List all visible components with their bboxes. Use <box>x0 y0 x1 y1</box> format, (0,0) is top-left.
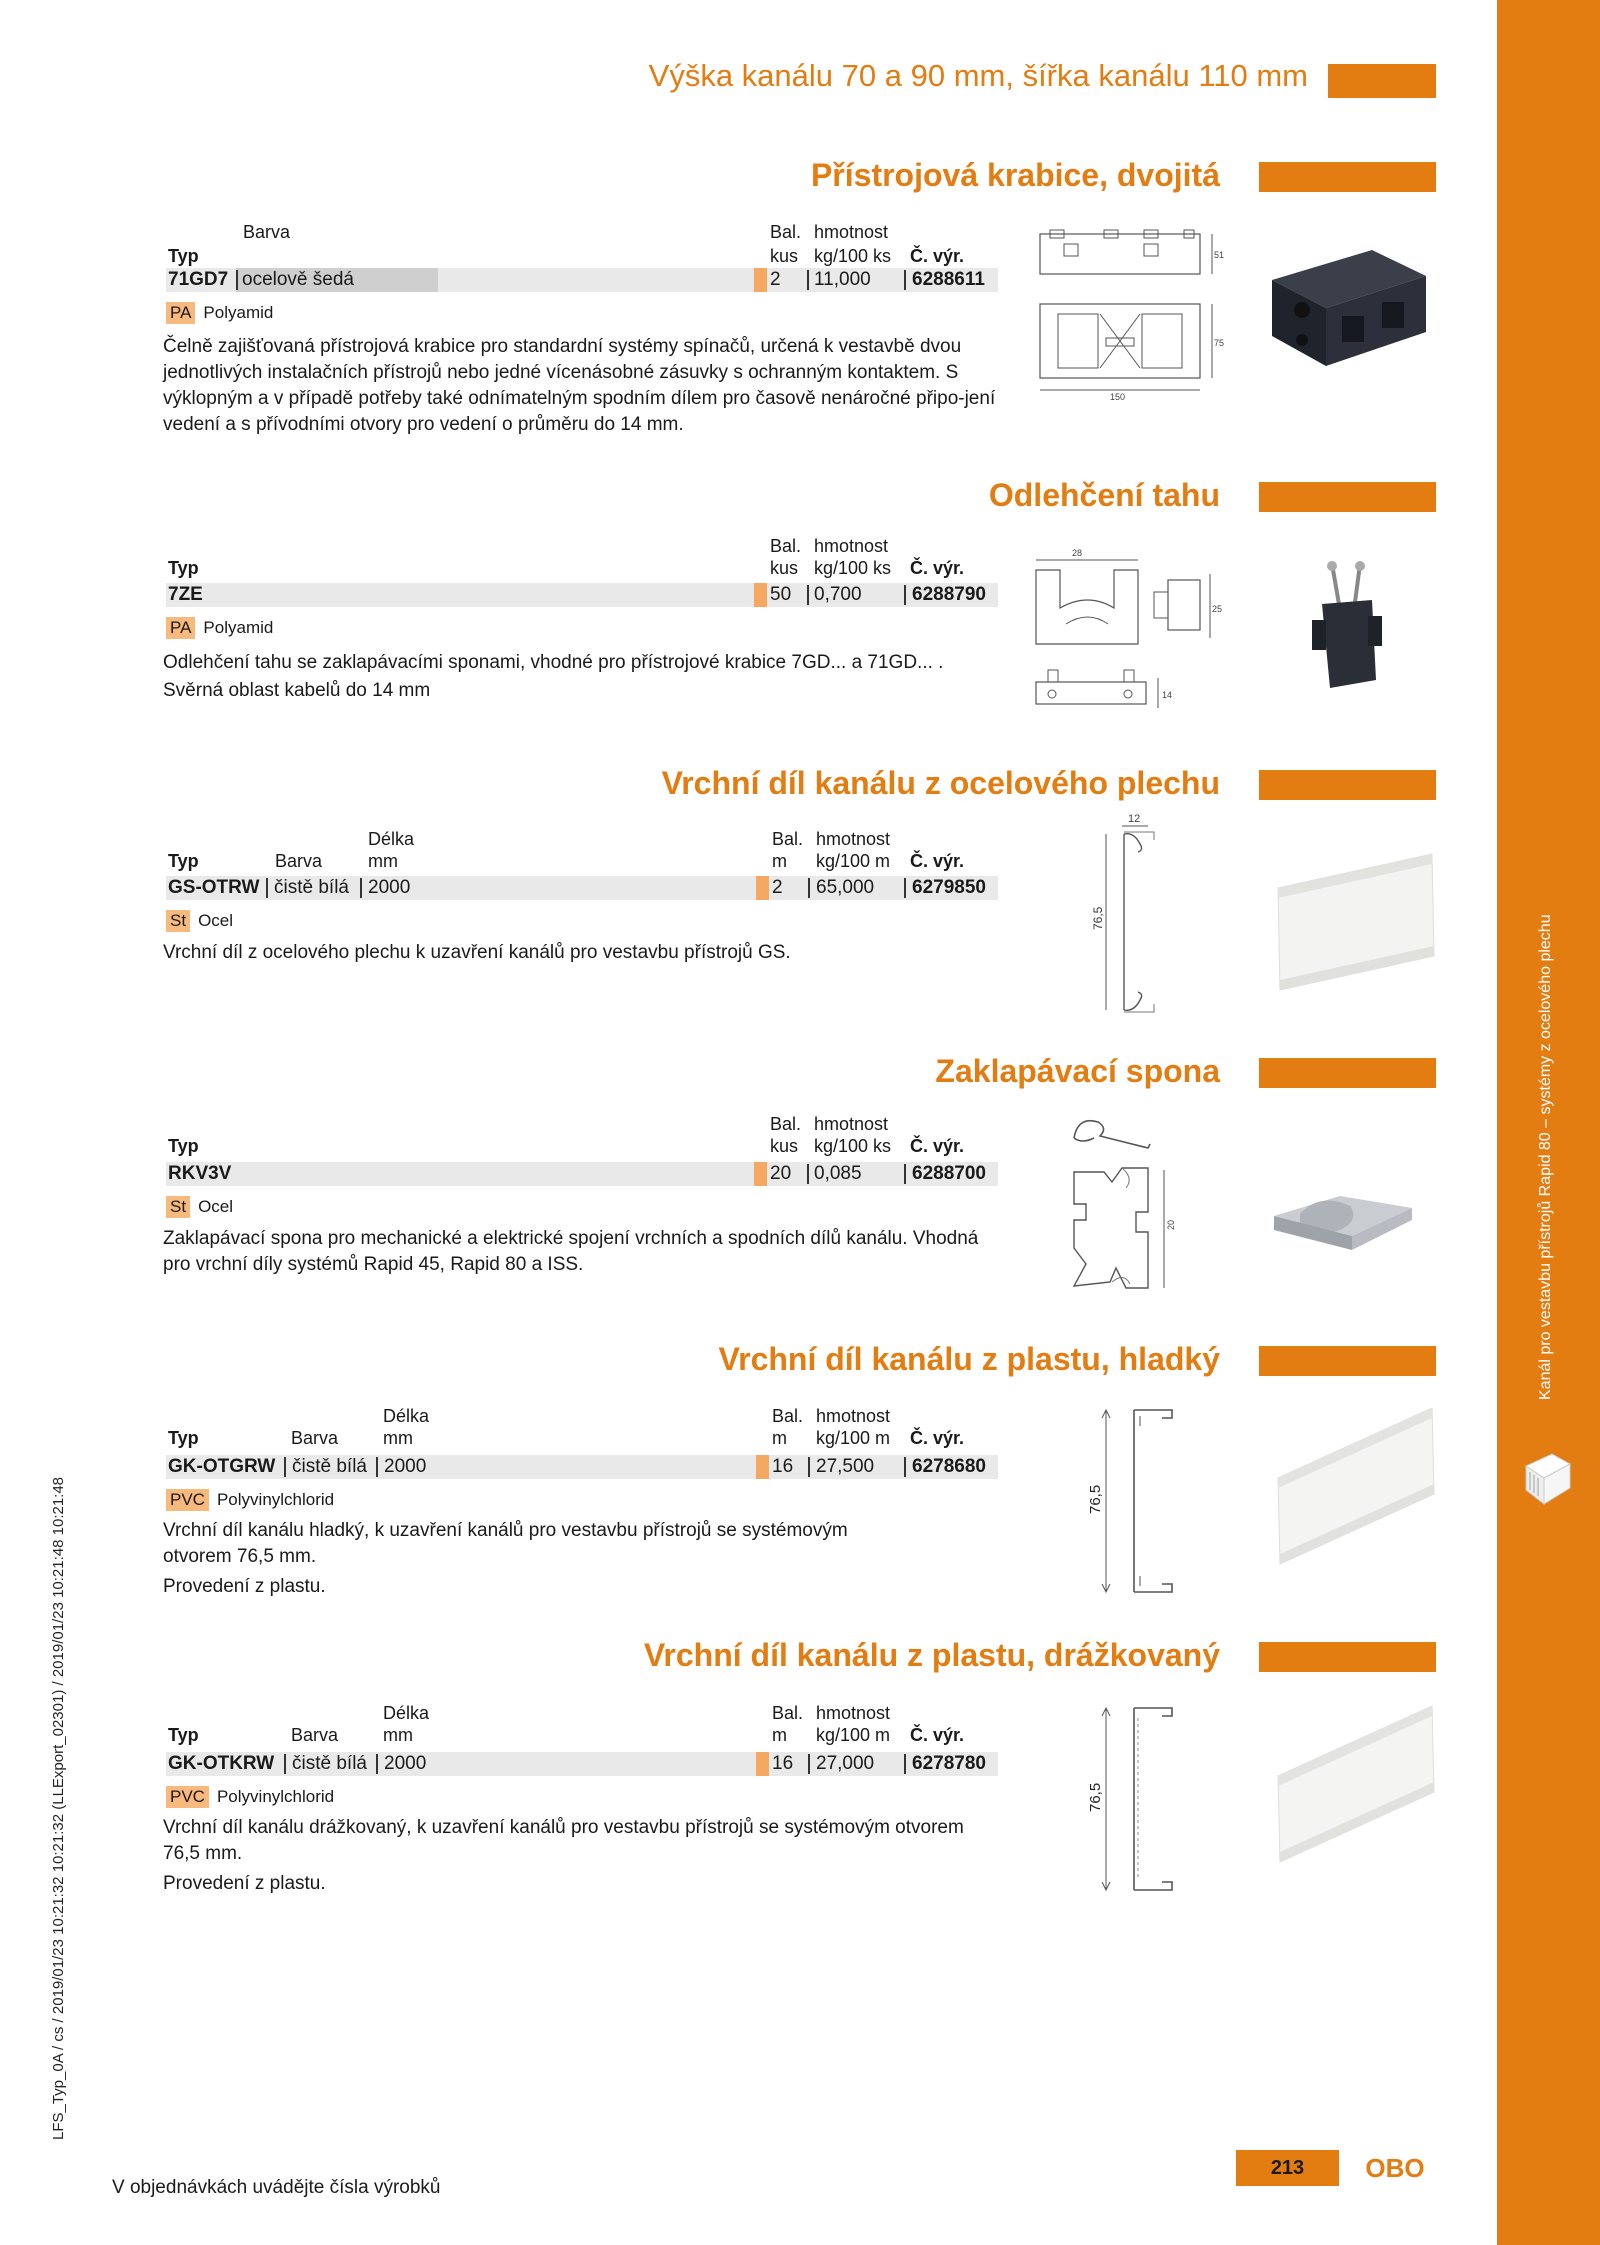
pack-cell: 16 <box>772 1753 794 1774</box>
col-bal-unit: kus <box>770 246 799 266</box>
table-row <box>166 876 998 900</box>
plastic-cover-grooved-drawing <box>1076 1694 1186 1904</box>
table-row <box>166 268 998 292</box>
col-barva-label: Barva <box>243 222 291 242</box>
type-cell: 71GD7 <box>168 269 229 290</box>
header-tab <box>1328 64 1436 98</box>
col-article-label: Č. výr. <box>910 1725 965 1745</box>
separator <box>284 1457 286 1477</box>
section-description: Vrchní díl kanálu hladký, k uzavření kanálů pro vestavbu přístrojů se systémovým otvorem 76,5 mm. <box>163 1520 848 1567</box>
col-weight-unit: kg/100 ks <box>814 558 892 578</box>
strain-relief-drawing <box>1028 548 1222 718</box>
separator <box>808 878 810 898</box>
weight-cell: 11,000 <box>814 269 871 290</box>
section-bar <box>1259 770 1436 800</box>
pack-cell: 2 <box>770 269 781 290</box>
material-name: Polyamid <box>203 303 274 322</box>
col-typ-label: Typ <box>168 1136 199 1156</box>
section-description: Odlehčení tahu se zaklapávacími sponami, vhodné pro přístrojové krabice 7GD... a 71GD... . <box>163 652 944 673</box>
length-cell: 2000 <box>384 1456 427 1477</box>
col-bal-label: Bal. <box>770 222 802 242</box>
section-title: Vrchní díl kanálu z plastu, drážkovaný <box>643 1637 1220 1673</box>
separator <box>284 1754 286 1774</box>
box-product-photo <box>1262 240 1434 380</box>
separator <box>808 1457 810 1477</box>
col-length-label: Délka <box>383 1703 430 1723</box>
type-cell: 7ZE <box>168 584 203 605</box>
article-cell: 6288700 <box>912 1163 986 1184</box>
dim-label: 76,5 <box>1091 906 1105 930</box>
brand-name: OBO <box>1365 2153 1425 2183</box>
col-bal-label: Bal. <box>772 829 804 849</box>
section-description: Vrchní díl kanálu drážkovaný, k uzavření kanálů pro vestavbu přístrojů se systémovým otvorem 76,5 mm. <box>163 1817 964 1864</box>
dim-label: 20 <box>1166 1219 1176 1230</box>
dim-label: 14 <box>1162 690 1173 700</box>
color-cell: ocelově šedá <box>242 269 354 290</box>
col-weight-unit: kg/100 m <box>816 851 891 871</box>
col-typ-label: Typ <box>168 1725 199 1745</box>
separator <box>360 878 362 898</box>
section-description-extra: Svěrná oblast kabelů do 14 mm <box>163 680 431 701</box>
order-mark <box>754 1162 767 1186</box>
col-article-label: Č. výr. <box>910 558 965 578</box>
col-weight-unit: kg/100 ks <box>814 246 892 266</box>
col-bal-unit: m <box>772 851 787 871</box>
col-bal-unit: m <box>772 1725 787 1745</box>
footer-note: V objednávkách uvádějte čísla výrobků <box>112 2177 441 2198</box>
weight-cell: 0,700 <box>814 584 862 605</box>
col-weight-label: hmotnost <box>816 1406 891 1426</box>
separator <box>808 1754 810 1774</box>
col-bal-label: Bal. <box>770 1114 802 1134</box>
length-cell: 2000 <box>384 1753 427 1774</box>
col-article-label: Č. výr. <box>910 1136 965 1156</box>
article-cell: 6279850 <box>912 877 986 898</box>
col-weight-label: hmotnost <box>814 1114 889 1134</box>
section-bar <box>1259 1058 1436 1088</box>
article-cell: 6288790 <box>912 584 986 605</box>
separator <box>904 585 906 605</box>
weight-cell: 27,500 <box>816 1456 875 1477</box>
pack-cell: 2 <box>772 877 783 898</box>
clip-product-photo <box>1270 1186 1418 1258</box>
separator <box>807 585 809 605</box>
col-weight-unit: kg/100 ks <box>814 1136 892 1156</box>
col-bal-label: Bal. <box>772 1406 804 1426</box>
separator <box>807 1164 809 1184</box>
material-code: St <box>166 1196 190 1218</box>
material-name: Ocel <box>198 1197 234 1216</box>
separator <box>904 270 906 290</box>
type-cell: GK-OTGRW <box>168 1456 276 1477</box>
col-length-unit: mm <box>368 851 398 871</box>
col-weight-unit: kg/100 m <box>816 1428 891 1448</box>
col-length-label: Délka <box>368 829 415 849</box>
col-bal-unit: kus <box>770 1136 799 1156</box>
sidebar-text: Kanál pro vestavbu přístrojů Rapid 80 – systémy z ocelového plechu <box>1537 914 1554 1400</box>
col-article-label: Č. výr. <box>910 1428 965 1448</box>
col-bal-unit: kus <box>770 558 799 578</box>
col-length-label: Délka <box>383 1406 430 1426</box>
col-weight-label: hmotnost <box>816 829 891 849</box>
material-name: Polyamid <box>203 618 274 637</box>
page-header-title: Výška kanálu 70 a 90 mm, šířka kanálu 110 mm <box>648 58 1308 93</box>
article-cell: 6288611 <box>912 269 985 290</box>
table-row <box>166 583 998 607</box>
col-weight-label: hmotnost <box>814 536 889 556</box>
steel-cover-drawing <box>1082 814 1192 1028</box>
separator <box>376 1457 378 1477</box>
col-barva-label: Barva <box>275 851 323 871</box>
separator <box>904 1164 906 1184</box>
col-article-label: Č. výr. <box>910 246 965 266</box>
dim-label: 76,5 <box>1087 1484 1104 1514</box>
material-line <box>166 617 273 639</box>
col-typ-label: Typ <box>168 851 199 871</box>
separator <box>807 270 809 290</box>
material-code: PVC <box>166 1489 209 1511</box>
material-line <box>166 1786 334 1808</box>
section-title: Přístrojová krabice, dvojitá <box>810 157 1220 193</box>
section-title: Odlehčení tahu <box>988 477 1220 513</box>
weight-cell: 65,000 <box>816 877 875 898</box>
col-weight-label: hmotnost <box>816 1703 891 1723</box>
table-row <box>166 1162 998 1186</box>
section-description: Zaklapávací spona pro mechanické a elektrické spojení vrchních a spodních dílů kanálu. Vhodná pro vrchní díly systémů Rapid 45, Rapid 80 a ISS. <box>163 1228 979 1275</box>
strain-relief-photo <box>1302 560 1398 700</box>
order-mark <box>756 876 769 900</box>
weight-cell: 27,000 <box>816 1753 875 1774</box>
color-cell: čistě bílá <box>274 877 349 898</box>
material-line <box>166 910 233 932</box>
article-cell: 6278780 <box>912 1753 986 1774</box>
material-line <box>166 1489 334 1511</box>
order-mark <box>756 1455 769 1479</box>
color-cell: čistě bílá <box>292 1456 367 1477</box>
brand-logo <box>1355 2153 1435 2183</box>
material-code: PA <box>166 302 195 324</box>
channel-icon <box>1522 1450 1574 1510</box>
page-number: 213 <box>1236 2150 1339 2186</box>
section-bar <box>1259 482 1436 512</box>
table-row <box>166 1752 998 1776</box>
material-name: Ocel <box>198 911 234 930</box>
order-mark <box>756 1752 769 1776</box>
separator <box>376 1754 378 1774</box>
section-title: Vrchní díl kanálu z plastu, hladký <box>718 1341 1220 1377</box>
col-barva-label: Barva <box>291 1428 339 1448</box>
type-cell: RKV3V <box>168 1163 232 1184</box>
material-name: Polyvinylchlorid <box>216 1490 335 1509</box>
plastic-cover-smooth-photo <box>1272 1402 1440 1572</box>
clip-dimension-drawing <box>1064 1108 1196 1316</box>
section-title: Zaklapávací spona <box>935 1053 1220 1089</box>
col-bal-unit: m <box>772 1428 787 1448</box>
separator <box>904 1457 906 1477</box>
section-title: Vrchní díl kanálu z ocelového plechu <box>661 765 1220 801</box>
col-typ-label: Typ <box>168 558 199 578</box>
weight-cell: 0,085 <box>814 1163 862 1184</box>
col-length-unit: mm <box>383 1428 413 1448</box>
material-code: PA <box>166 617 195 639</box>
order-mark <box>754 268 767 292</box>
dim-label: 28 <box>1072 548 1083 558</box>
col-article-label: Č. výr. <box>910 851 965 871</box>
section-description-extra: Provedení z plastu. <box>163 1576 326 1597</box>
section-description: Vrchní díl z ocelového plechu k uzavření kanálů pro vestavbu přístrojů GS. <box>163 942 791 963</box>
type-cell: GK-OTKRW <box>168 1753 275 1774</box>
section-description: Čelně zajišťovaná přístrojová krabice pro standardní systémy spínačů, určená k vestavbě dvou jednotlivých instalačních přístrojů nebo jedné vícenásobné zásuvky s ochranným kontaktem. S výklopným a v případě potřeby také odnímatelným spodním dílem pro časově nenáročné připo-jení vedení a s přívodními otvory pro vedení o průměru do 14 mm. <box>163 336 996 435</box>
col-length-unit: mm <box>383 1725 413 1745</box>
material-name: Polyvinylchlorid <box>216 1787 335 1806</box>
dim-label: 51 <box>1214 250 1225 260</box>
dim-label: 12 <box>1128 813 1141 825</box>
separator <box>904 1754 906 1774</box>
col-weight-label: hmotnost <box>814 222 889 242</box>
separator <box>236 270 238 290</box>
pack-cell: 16 <box>772 1456 794 1477</box>
material-code: St <box>166 910 190 932</box>
material-code: PVC <box>166 1786 209 1808</box>
section-bar <box>1259 162 1436 192</box>
col-typ-label: Typ <box>168 1428 199 1448</box>
table-row <box>166 1455 998 1479</box>
section-bar <box>1259 1346 1436 1376</box>
material-line <box>166 1196 233 1218</box>
pack-cell: 50 <box>770 584 792 605</box>
dim-label: 150 <box>1110 392 1126 402</box>
material-line <box>166 302 273 324</box>
type-cell: GS-OTRW <box>168 877 260 898</box>
dim-label: 75 <box>1214 338 1225 348</box>
article-cell: 6278680 <box>912 1456 986 1477</box>
col-bal-label: Bal. <box>770 536 802 556</box>
pack-cell: 20 <box>770 1163 792 1184</box>
col-typ-label: Typ <box>168 246 199 266</box>
order-mark <box>754 583 767 607</box>
print-metadata: LFS_Typ_0A / cs / 2019/01/23 10:21:32 10:21:32 (LLExport_02301) / 2019/01/23 10:21:48 10:21:48 <box>50 1476 67 2140</box>
plastic-cover-grooved-photo <box>1272 1700 1440 1870</box>
separator <box>266 878 268 898</box>
col-barva-label: Barva <box>291 1725 339 1745</box>
section-bar <box>1259 1642 1436 1672</box>
col-bal-label: Bal. <box>772 1703 804 1723</box>
section-description-extra: Provedení z plastu. <box>163 1873 326 1894</box>
color-cell: čistě bílá <box>292 1753 367 1774</box>
length-cell: 2000 <box>368 877 411 898</box>
dim-label: 25 <box>1212 604 1223 614</box>
plastic-cover-smooth-drawing <box>1076 1396 1186 1606</box>
steel-cover-photo <box>1272 848 1440 998</box>
box-dimension-drawing <box>1034 228 1225 402</box>
separator <box>904 878 906 898</box>
dim-label: 76,5 <box>1087 1782 1104 1812</box>
col-weight-unit: kg/100 m <box>816 1725 891 1745</box>
